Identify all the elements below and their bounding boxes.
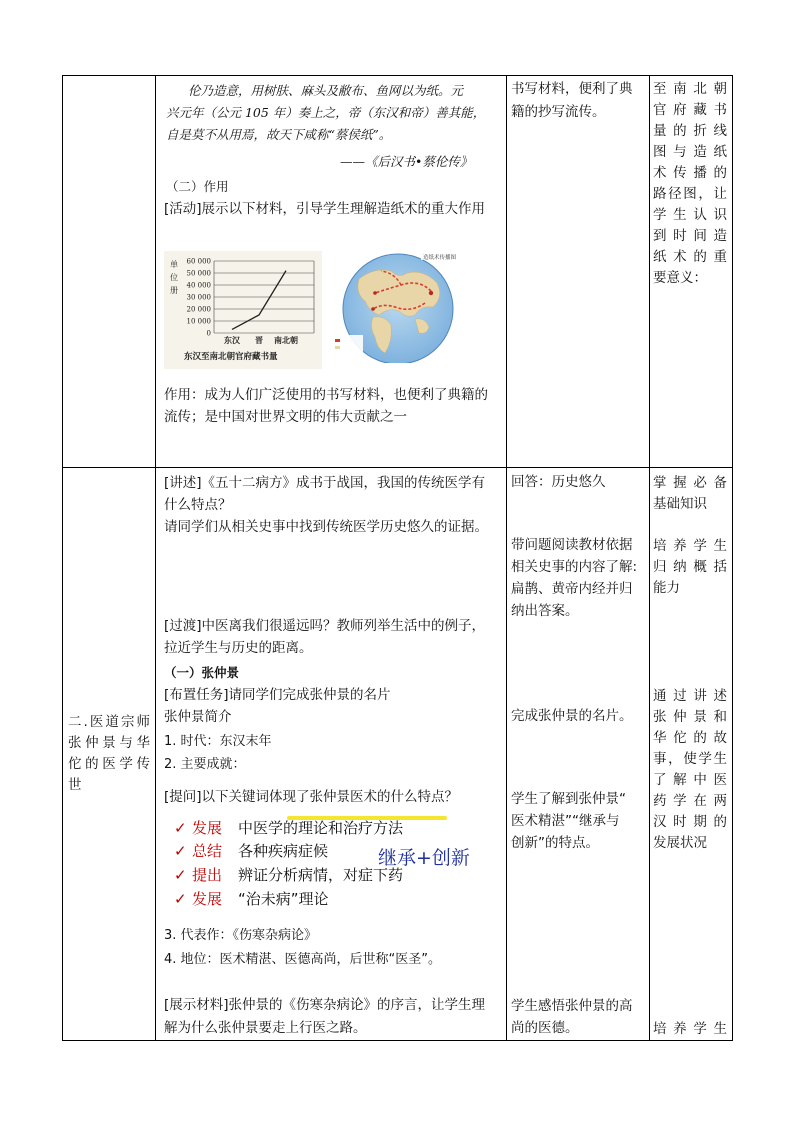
y-tick-label: 60 000 xyxy=(186,257,211,266)
work-text: 3. 代表作：《伤寒杂病论》 xyxy=(164,928,318,943)
activity-text: [活动]展示以下材料，引导学生理解造纸术的重大作用 xyxy=(164,201,486,217)
transition-line: [过渡]中医离我们很遥远吗？教师列举生活中的例子， xyxy=(164,618,486,634)
keyword-item: ✓ 提出 辨证分析病情，对症下药 xyxy=(174,866,404,884)
read-line: 纳出答案。 xyxy=(511,603,579,619)
role-line: 作用：成为人们广泛使用的书写材料，也便利了典籍的 xyxy=(164,387,488,403)
table-border-top xyxy=(62,75,733,76)
table-border-bottom xyxy=(62,1040,733,1041)
x-tick-label: 南北朝 xyxy=(274,335,298,345)
era-text: 1. 时代：东汉末年 xyxy=(164,734,272,749)
map-title: 造纸术传播图 xyxy=(423,255,457,261)
material-line: [展示材料]张仲景的《伤寒杂病论》的序言，让学生理 xyxy=(164,997,486,1013)
y-tick-label: 50 000 xyxy=(186,269,211,278)
y-tick-label: 40 000 xyxy=(186,281,211,290)
y-axis-label: 单 xyxy=(170,260,178,269)
transition-line: 拉近学生与历史的距离。 xyxy=(164,640,313,656)
keyword-item: ✓ 发展 中医学的理论和治疗方法 xyxy=(174,819,404,837)
y-axis-label: 位 xyxy=(170,273,178,282)
answer-text: 回答：历史悠久 xyxy=(511,474,606,490)
virtue-line: 学生感悟张仲景的高 xyxy=(511,998,633,1014)
feature-line: 创新”的特点。 xyxy=(511,835,599,851)
lecture-line: 什么特点？ xyxy=(164,497,232,513)
table-col-divider xyxy=(506,75,507,1041)
section-title: （二）作用 xyxy=(166,179,229,194)
table-border-right xyxy=(732,75,733,1041)
keyword-item: ✓ 总结 各种疾病症候 xyxy=(174,842,329,860)
status-text: 4. 地位：医术精湛、医德高尚，后世称“医圣”。 xyxy=(164,952,442,967)
inherit-innovate-note: 继承+创新 xyxy=(378,847,470,869)
achievement-text: 2. 主要成就： xyxy=(164,757,246,772)
y-tick-label: 10 000 xyxy=(186,317,211,326)
table-border-left xyxy=(62,75,63,1041)
section-label: 二.医道宗师 张仲景与华 佗的医学传 世 xyxy=(68,714,150,793)
card-text: 完成张仲景的名片。 xyxy=(511,708,633,724)
student-activity: 籍的抄写流传。 xyxy=(511,104,606,120)
keyword-item: ✓ 发展 “治未病”理论 xyxy=(174,890,329,908)
y-tick-label: 0 xyxy=(206,329,211,338)
chart-title: 东汉至南北朝官府藏书量 xyxy=(184,352,278,362)
y-axis-label: 册 xyxy=(170,286,178,295)
design-intent: 至南北朝 官府藏书 量的折线 图与造纸 术传播的 路径图，让 学生认识 到时间造 纸术的重 要意义： xyxy=(653,81,727,286)
design-intent: 掌握必备 基础知识 xyxy=(653,475,727,512)
check-icon: ✓ xyxy=(174,819,187,837)
quote-line: 兴元年（公元 105 年）奏上之，帝（东汉和帝）善其能， xyxy=(166,105,486,120)
student-activity: 书写材料，便利了典 xyxy=(511,81,633,97)
y-tick-label: 20 000 xyxy=(186,305,211,314)
lecture-line: [讲述]《五十二病方》成书于战国，我国的传统医学有 xyxy=(164,475,486,491)
read-line: 相关史事的内容了解: xyxy=(511,559,638,575)
role-line: 流传；是中国对世界文明的伟大贡献之一 xyxy=(164,409,407,425)
table-col-divider xyxy=(649,75,650,1041)
read-line: 扁鹊、黄帝内经并归 xyxy=(511,581,633,597)
check-icon: ✓ xyxy=(174,890,187,908)
feature-line: 学生了解到张仲景“ xyxy=(511,791,626,807)
intro-title: 张仲景简介 xyxy=(164,709,232,725)
read-line: 带问题阅读教材依据 xyxy=(511,537,633,553)
zhang-title: （一）张仲景 xyxy=(164,665,240,680)
quote-source: ——《后汉书•蔡伦传》 xyxy=(340,154,473,169)
paper-spread-map xyxy=(329,249,467,363)
task-text: [布置任务]请同学们完成张仲景的名片 xyxy=(164,687,391,703)
design-intent: 培养学生 归纳概括 能力 xyxy=(653,538,727,596)
table-row-divider xyxy=(62,467,733,468)
virtue-line: 尚的医德。 xyxy=(511,1020,579,1036)
x-tick-label: 晋 xyxy=(255,335,263,345)
design-intent: 培养学生 xyxy=(653,1021,727,1037)
check-icon: ✓ xyxy=(174,866,187,884)
quote-line: 伦乃造意，用树肤、麻头及敝布、鱼网以为纸。元 xyxy=(188,83,464,98)
material-line: 解为什么张仲景要走上行医之路。 xyxy=(164,1020,367,1036)
design-intent: 通过讲述 张仲景和 华佗的故 事，使学生 了解中医 药学在两 汉时期的 发展状况 xyxy=(653,688,727,851)
table-col-divider xyxy=(155,75,156,1041)
quote-line: 自是莫不从用焉，故天下咸称“蔡侯纸”。 xyxy=(166,127,392,142)
lesson-plan-table xyxy=(62,75,733,1041)
check-icon: ✓ xyxy=(174,842,187,860)
x-tick-label: 东汉 xyxy=(224,335,240,345)
lecture-line: 请同学们从相关史事中找到传统医学历史悠久的证据。 xyxy=(164,519,488,535)
question-text: [提问]以下关键词体现了张仲景医术的什么特点？ xyxy=(164,789,459,805)
y-tick-label: 30 000 xyxy=(186,293,211,302)
feature-line: 医术精湛”“继承与 xyxy=(511,813,620,829)
collection-line-chart xyxy=(164,251,322,369)
